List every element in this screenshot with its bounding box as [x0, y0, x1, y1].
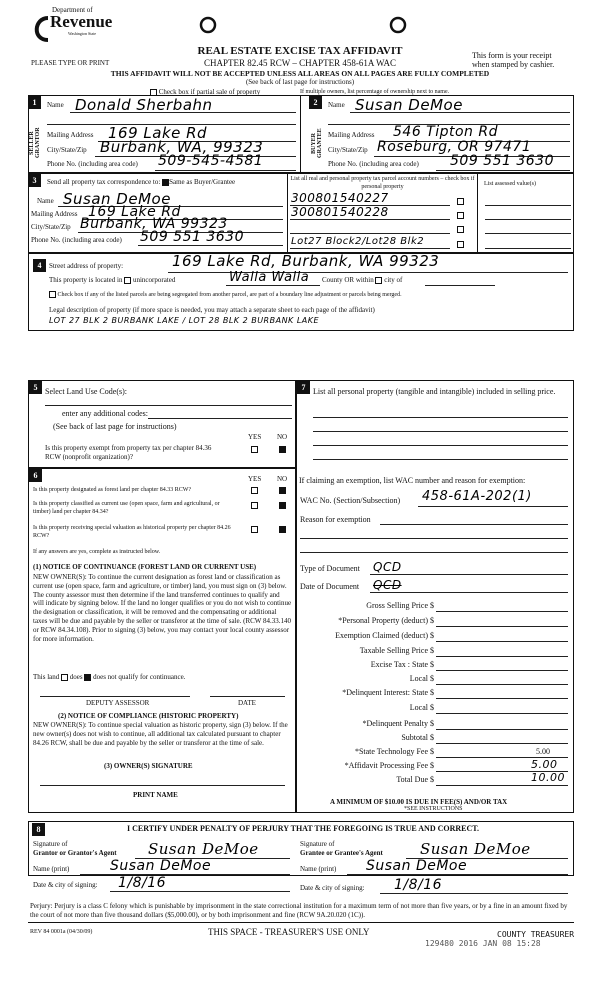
- unincorporated-checkbox[interactable]: [124, 277, 131, 284]
- corr-city[interactable]: Burbank, WA 99323: [80, 216, 228, 232]
- fee-label: *Personal Property (deduct) $: [338, 616, 434, 625]
- corr-name-label: Name: [37, 197, 54, 205]
- grantee-date[interactable]: 1/8/16: [394, 877, 443, 893]
- county-treasurer-label: COUNTY TREASURER: [497, 930, 575, 939]
- seller-vertical-label: SELLER GRANTOR: [29, 127, 41, 159]
- see-back-note: (See back of last page for instructions): [245, 78, 355, 86]
- buyer-city-label: City/State/Zip: [328, 146, 368, 154]
- corr-city-label: City/State/Zip: [31, 223, 71, 231]
- parcel-4[interactable]: Lot27 Block2/Lot28 Blk2: [291, 236, 425, 247]
- historic-no-checkbox[interactable]: [279, 526, 286, 533]
- forest-yes-checkbox[interactable]: [251, 487, 258, 494]
- if-yes-note: If any answers are yes, complete as instructed below.: [33, 549, 161, 555]
- forest-no-checkbox[interactable]: [279, 487, 286, 494]
- section-6-badge: 6: [29, 469, 42, 482]
- section-5-badge: 5: [29, 381, 42, 394]
- seller-city[interactable]: Burbank, WA, 99323: [100, 138, 264, 156]
- section-4-badge: 4: [33, 259, 46, 272]
- parcel-1[interactable]: 300801540227: [291, 191, 389, 205]
- current-use-question: Is this property classified as current use (open space, farm and agricultural, or timber) land per chapter 84.34?: [33, 501, 220, 515]
- grantor-date[interactable]: 1/8/16: [118, 875, 167, 891]
- legal-description[interactable]: LOT 27 BLK 2 BURBANK LAKE / LOT 28 BLK 2 BURBANK LAKE: [49, 316, 320, 325]
- certify-statement: I CERTIFY UNDER PENALTY OF PERJURY THAT THE FOREGOING IS TRUE AND CORRECT.: [127, 824, 480, 833]
- total-due-value[interactable]: 10.00: [531, 771, 565, 784]
- seller-address[interactable]: 169 Lake Rd: [108, 124, 208, 142]
- seller-phone[interactable]: 509-545-4581: [158, 153, 264, 169]
- fee-label: *Affidavit Processing Fee $: [344, 761, 434, 770]
- punch-hole-icon: [199, 16, 217, 34]
- buyer-address[interactable]: 546 Tipton Rd: [393, 124, 498, 140]
- buyer-name-label: Name: [328, 101, 345, 109]
- fee-label: Total Due $: [396, 775, 434, 784]
- see-instructions: *SEE INSTRUCTIONS: [404, 806, 463, 812]
- fee-label: Subtotal $: [401, 733, 434, 742]
- exempt-yes-checkbox[interactable]: [251, 446, 258, 453]
- legal-label: Legal description of property (if more space is needed, you may attach a separate sheet to each page of the affidavit): [49, 306, 375, 314]
- corr-phone[interactable]: 509 551 3630: [140, 229, 244, 245]
- corr-mailing-label: Mailing Address: [31, 210, 78, 218]
- segregated-checkbox[interactable]: [49, 291, 56, 298]
- type-doc-label: Type of Document: [300, 564, 360, 573]
- does-not-checkbox[interactable]: [84, 674, 91, 681]
- county-within: County OR within city of: [322, 276, 403, 284]
- assessed-header: List assessed value(s): [484, 181, 536, 187]
- yes-header-6: YES: [248, 475, 262, 483]
- wac-number[interactable]: 458-61A-202(1): [422, 489, 532, 504]
- qualify-line: This land does does not qualify for continuance.: [33, 673, 186, 681]
- fee-label: *State Technology Fee $: [354, 747, 434, 756]
- fee-label: Exemption Claimed (deduct) $: [335, 631, 434, 640]
- notice-compliance-body: NEW OWNER(S): To continue special valuation as historic property, sign (3) below. If the new owner(s) does not wish to continue, all additional tax calculated pursuant to chapter 84.26 RCW, shall be due and payable by the seller or transferor at the time of sale.: [33, 721, 288, 747]
- seller-city-label: City/State/Zip: [47, 146, 87, 154]
- exempt-no-checkbox[interactable]: [279, 446, 286, 453]
- dept-state: Washington State: [68, 31, 97, 36]
- section-3-badge: 3: [28, 174, 41, 187]
- reason-label: Reason for exemption: [300, 515, 371, 524]
- section-7-badge: 7: [297, 381, 310, 394]
- punch-hole-icon: [389, 16, 407, 34]
- county[interactable]: Walla Walla: [229, 270, 310, 285]
- street-address[interactable]: 169 Lake Rd, Burbank, WA 99323: [172, 252, 440, 270]
- dept-name: Revenue: [50, 12, 113, 31]
- grantor-signature[interactable]: Susan DeMoe: [148, 840, 259, 858]
- send-correspondence: Send all property tax correspondence to: Same as Buyer/Grantee: [47, 178, 236, 186]
- fee-label: *Delinquent Interest: State $: [342, 688, 434, 697]
- fee-label: Gross Selling Price $: [366, 601, 434, 610]
- grantee-signature[interactable]: Susan DeMoe: [420, 840, 531, 858]
- parcel-2[interactable]: 300801540228: [291, 205, 389, 219]
- owner-signature-label: (3) OWNER(S) SIGNATURE: [104, 762, 193, 770]
- segregated-line: Check box if any of the listed parcels are being segregated from another parcel, are part of a boundary line adjustment or parcels being merged.: [49, 291, 402, 298]
- no-header-6: NO: [277, 475, 288, 483]
- exempt-question: Is this property exempt from property tax per chapter 84.36 RCW (nonprofit organization)?: [45, 444, 212, 461]
- notice-continuance-title: (1) NOTICE OF CONTINUANCE (FOREST LAND OR CURRENT USE): [33, 563, 257, 571]
- fee-label: Local $: [409, 703, 434, 712]
- grantee-name-print[interactable]: Susan DeMoe: [366, 858, 468, 874]
- grantor-date-label: Date & city of signing:: [33, 881, 98, 889]
- form-chapter: CHAPTER 82.45 RCW – CHAPTER 458-61A WAC: [204, 58, 396, 68]
- wac-label: WAC No. (Section/Subsection): [300, 496, 401, 505]
- land-use-see-back: (See back of last page for instructions): [53, 422, 177, 431]
- exemption-label: If claiming an exemption, list WAC number and reason for exemption:: [299, 476, 526, 485]
- seller-mailing-label: Mailing Address: [47, 131, 94, 139]
- grantor-agent-label: Grantor or Grantor's Agent: [33, 849, 117, 857]
- street-label: Street address of property:: [49, 262, 124, 270]
- deputy-date-label: DATE: [238, 699, 256, 707]
- minimum-note: A MINIMUM OF $10.00 IS DUE IN FEE(S) AND/OR TAX: [330, 798, 508, 806]
- fee-label: Taxable Selling Price $: [359, 646, 434, 655]
- seller-name-label: Name: [47, 101, 64, 109]
- seller-phone-label: Phone No. (including area code): [47, 160, 138, 168]
- additional-codes-label: enter any additional codes:: [62, 409, 148, 418]
- no-header: NO: [277, 433, 288, 441]
- date-doc-value[interactable]: QCD: [373, 578, 402, 592]
- personal-property-label: List all personal property (tangible and intangible) included in selling price.: [313, 387, 556, 396]
- grantor-name-label: Name (print): [33, 865, 70, 873]
- fee-label: *Delinquent Penalty $: [362, 719, 434, 728]
- treasurer-stamp: 129480 2016 JAN 08 15:28: [425, 939, 541, 948]
- parcels-header: List all real and personal property tax parcel account numbers – check box if personal property: [290, 176, 475, 190]
- multiple-owners-note: If multiple owners, list percentage of ownership next to name.: [300, 89, 450, 95]
- corr-name[interactable]: Susan DeMoe: [63, 190, 171, 208]
- seller-name[interactable]: Donald Sherbahn: [75, 96, 213, 114]
- buyer-phone[interactable]: 509 551 3630: [450, 153, 554, 169]
- print-name-label: PRINT NAME: [133, 791, 178, 799]
- treasurer-use-label: THIS SPACE - TREASURER'S USE ONLY: [208, 927, 370, 937]
- print-note: PLEASE TYPE OR PRINT: [31, 59, 110, 67]
- buyer-vertical-label: BUYER GRANTEE: [311, 128, 323, 158]
- yes-header: YES: [248, 433, 262, 441]
- historic-question: Is this property receiving special valuation as historical property per chapter 84.26 RCW?: [33, 525, 231, 539]
- within-city-checkbox[interactable]: [375, 277, 382, 284]
- tech-fee-value: 5.00: [536, 747, 550, 756]
- grantee-date-label: Date & city of signing:: [300, 884, 365, 892]
- section-2-badge: 2: [309, 96, 322, 109]
- corr-phone-label: Phone No. (including area code): [31, 236, 122, 244]
- notice-compliance-title: (2) NOTICE OF COMPLIANCE (HISTORIC PROPERTY): [58, 712, 239, 720]
- partial-sale: Check box if partial sale of property: [150, 88, 260, 96]
- grantor-sig-label: Signature of: [33, 840, 68, 848]
- grantee-agent-label: Grantee or Grantee's Agent: [300, 849, 383, 857]
- location-line: This property is located in unincorporated: [49, 276, 176, 284]
- section-8-badge: 8: [32, 823, 45, 836]
- grantee-sig-label: Signature of: [300, 840, 335, 848]
- buyer-name[interactable]: Susan DeMoe: [355, 96, 463, 114]
- form-warning: THIS AFFIDAVIT WILL NOT BE ACCEPTED UNLESS ALL AREAS ON ALL PAGES ARE FULLY COMPLETED: [110, 69, 490, 78]
- receipt-note-2: when stamped by cashier.: [472, 60, 555, 69]
- receipt-note: This form is your receipt: [472, 51, 552, 60]
- dor-logo-icon: [30, 14, 50, 44]
- section-1-badge: 1: [28, 96, 41, 109]
- grantee-name-label: Name (print): [300, 865, 337, 873]
- buyer-mailing-label: Mailing Address: [328, 131, 375, 139]
- perjury-notice: Perjury: Perjury is a class C felony which is punishable by imprisonment in the state correctional institution for a maximum term of not more than five years, or by a fine in an amount fixed by the court of not more than five thousand dollars ($5,000.00), or by both imprisonment and fine (RCW 9A.20.020 (1C)).: [30, 902, 568, 919]
- fee-label: Local $: [409, 674, 434, 683]
- buyer-phone-label: Phone No. (including area code): [328, 160, 419, 168]
- grantor-name-print[interactable]: Susan DeMoe: [110, 858, 212, 874]
- forest-question: Is this property designated as forest land per chapter 84.33 RCW?: [33, 487, 192, 493]
- current-use-no-checkbox[interactable]: [279, 502, 286, 509]
- current-use-yes-checkbox[interactable]: [251, 502, 258, 509]
- does-checkbox[interactable]: [61, 674, 68, 681]
- revision-label: REV 84 0001a (04/30/09): [30, 929, 93, 935]
- form-title: REAL ESTATE EXCISE TAX AFFIDAVIT: [197, 45, 403, 57]
- corr-address[interactable]: 169 Lake Rd: [88, 204, 181, 220]
- land-use-label: Select Land Use Code(s):: [45, 387, 127, 396]
- historic-yes-checkbox[interactable]: [251, 526, 258, 533]
- notice-continuance-body: NEW OWNER(S): To continue the current designation as forest land or classification as current use (open space, farm and agriculture, or timber) land, you must sign on (3) below. The county assessor must then determine if the land transferred continues to qualify and will indicate by signing below. If the land no longer qualifies or you do not wish to continue the designation or classification, it will be removed and the compensating or additional taxes will be due and payable by the seller or transferor at the time of sale. (RCW 84.33.140 or RCW 84.34.108). Prior to signing (3) below, you may contact your local county assessor for more information.: [33, 573, 292, 643]
- date-doc-label: Date of Document: [300, 582, 360, 591]
- fee-label: Excise Tax : State $: [370, 660, 434, 669]
- type-doc-value[interactable]: QCD: [373, 560, 402, 574]
- processing-fee-value[interactable]: 5.00: [531, 758, 558, 771]
- deputy-assessor-label: DEPUTY ASSESSOR: [86, 699, 150, 707]
- buyer-city[interactable]: Roseburg, OR 97471: [377, 139, 532, 155]
- dept-label: Department of: [52, 6, 93, 14]
